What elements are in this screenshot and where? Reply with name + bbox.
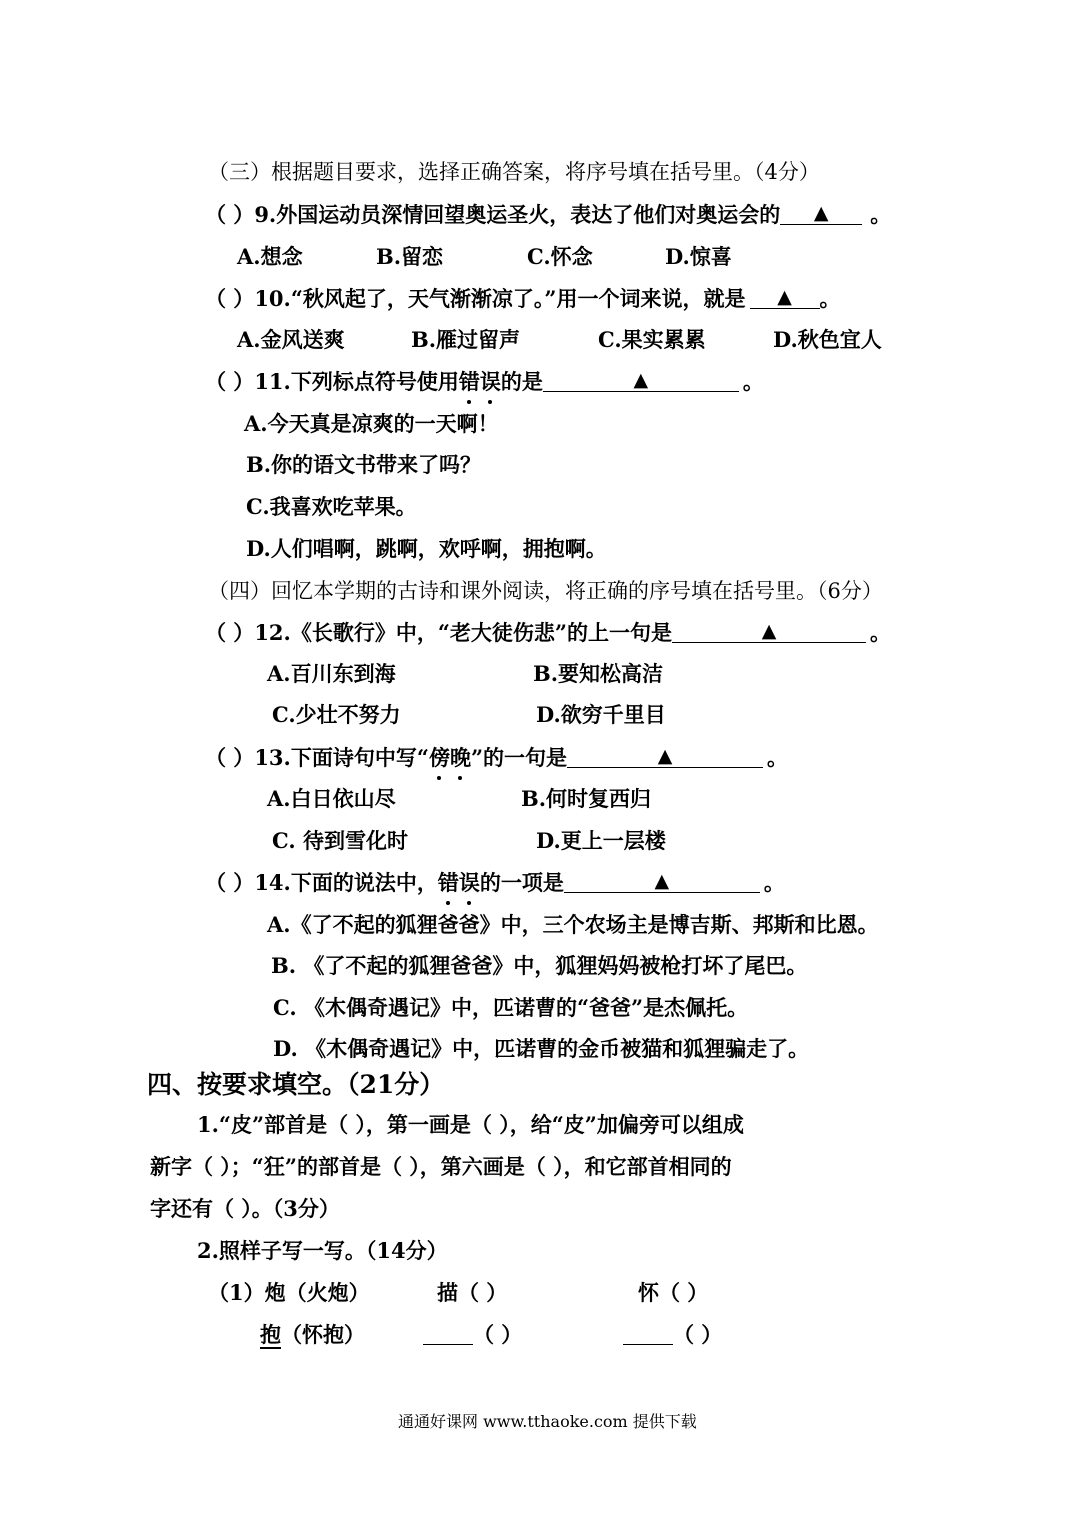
fill-q2-heading: 2.照样子写一写。（14分） [197,1238,448,1263]
option-c[interactable]: C. 待到雪化时 [272,828,408,853]
part-4-heading: 四、按要求填空。（21分） [147,1070,445,1099]
option-c[interactable]: C.果实累累 [598,327,706,352]
section-4-heading: （四）回忆本学期的古诗和课外阅读，将正确的序号填在括号里。（6分） [208,579,883,603]
fill-cell[interactable]: （ ） [423,1320,522,1350]
option-b[interactable]: B.何时复西归 [521,786,652,811]
blank-line[interactable] [623,1322,673,1345]
triangle-icon: ▲ [657,745,673,767]
question-text: 10.“秋风起了，天气渐渐凉了。”用一个词来说，就是 [254,286,746,311]
option-b[interactable]: B.留恋 [376,244,444,269]
answer-paren[interactable]: （ ） [205,745,255,770]
option-d[interactable]: D.惊喜 [665,244,732,269]
triangle-icon: ▲ [654,870,670,892]
option-d[interactable]: D.更上一层楼 [536,828,666,853]
option-b[interactable]: B.雁过留声 [411,327,521,352]
option-a[interactable]: A.《了不起的狐狸爸爸》中，三个农场主是博吉斯、邦斯和比恩。 [267,912,879,937]
fill-cell[interactable]: 描（ ） [437,1280,508,1305]
answer-blank[interactable] [780,202,862,225]
answer-paren[interactable]: （ ） [205,369,255,394]
option-b[interactable]: B.要知松高洁 [533,661,664,686]
section-3-heading: （三）根据题目要求，选择正确答案，将序号填在括号里。（4分） [208,160,820,184]
emphasis-char: 晚 [450,743,471,773]
option-a[interactable]: A.百川东到海 [267,661,396,686]
option-d[interactable]: D. 《木偶奇遇记》中，匹诺曹的金币被猫和狐狸骗走了。 [273,1036,810,1061]
option-d[interactable]: D.欲穷千里目 [536,702,666,727]
blank-line[interactable] [423,1322,473,1345]
question-13: （ ）13.下面诗句中写“傍晚”的一句是 ▲ 。 [205,743,788,773]
question-9: （ ）9.外国运动员深情回望奥运圣火，表达了他们对奥运会的 ▲ 。 [205,202,892,227]
triangle-icon: ▲ [777,286,792,308]
question-text: 9.外国运动员深情回望奥运圣火，表达了他们对奥运会的 [254,202,781,227]
example-row-2: 抱（怀抱） [260,1322,365,1347]
triangle-icon: ▲ [761,620,777,642]
page-footer: 通通好课网 www.tthaoke.com 提供下载 [398,1412,697,1431]
option-b[interactable]: B. 《了不起的狐狸爸爸》中，狐狸妈妈被枪打坏了尾巴。 [271,953,808,978]
fill-q1-line2: 新字（ ）；“狂”的部首是（ ），第六画是（ ），和它部首相同的 [150,1154,732,1179]
option-d[interactable]: D.秋色宜人 [773,327,882,352]
example-row-1: （1）炮（火炮） [208,1280,370,1305]
emphasis-char: 傍 [429,743,450,773]
answer-blank[interactable] [543,369,739,392]
question-text: 12.《长歌行》中，“老大徒伤悲”的上一句是 [254,620,673,645]
answer-blank[interactable] [672,620,866,643]
emphasis-char: 误 [459,868,480,898]
emphasis-char: 误 [480,367,501,397]
question-10: （ ）10.“秋风起了，天气渐渐凉了。”用一个词来说，就是 ▲ 。 [205,286,841,311]
emphasis-char: 错 [459,367,480,397]
triangle-icon: ▲ [633,369,649,391]
fill-cell[interactable]: 怀（ ） [638,1280,709,1305]
question-12: （ ）12.《长歌行》中，“老大徒伤悲”的上一句是 ▲ 。 [205,620,892,645]
emphasis-char: 错 [438,868,459,898]
question-11: （ ）11.下列标点符号使用错误的是 ▲ 。 [205,367,764,397]
answer-paren[interactable]: （ ） [205,870,255,895]
triangle-icon: ▲ [813,202,829,224]
option-d[interactable]: D.人们唱啊，跳啊，欢呼啊，拥抱啊。 [246,536,607,561]
fill-q1-line3: 字还有（ ）。（3分） [150,1196,340,1221]
answer-paren[interactable]: （ ） [205,620,255,645]
question-14: （ ）14.下面的说法中，错误的一项是 ▲ 。 [205,868,785,898]
answer-blank[interactable] [750,286,820,309]
option-c[interactable]: C. 《木偶奇遇记》中，匹诺曹的“爸爸”是杰佩托。 [273,995,749,1020]
underlined-word: 抱 [260,1322,281,1347]
answer-paren[interactable]: （ ） [205,202,255,227]
option-b[interactable]: B.你的语文书带来了吗？ [246,452,482,477]
option-c[interactable]: C.我喜欢吃苹果。 [246,494,417,519]
answer-blank[interactable] [567,745,763,768]
answer-blank[interactable] [564,870,760,893]
fill-cell[interactable]: （ ） [623,1320,722,1350]
option-a[interactable]: A.金风送爽 [237,327,345,352]
option-c[interactable]: C.少壮不努力 [272,702,401,727]
option-a[interactable]: A.白日依山尽 [267,786,396,811]
option-a[interactable]: A.今天真是凉爽的一天啊！ [244,411,499,436]
fill-q1-line1: 1.“皮”部首是（ ），第一画是（ ），给“皮”加偏旁可以组成 [197,1112,744,1137]
option-c[interactable]: C.怀念 [527,244,593,269]
answer-paren[interactable]: （ ） [205,286,255,311]
option-a[interactable]: A.想念 [237,244,303,269]
